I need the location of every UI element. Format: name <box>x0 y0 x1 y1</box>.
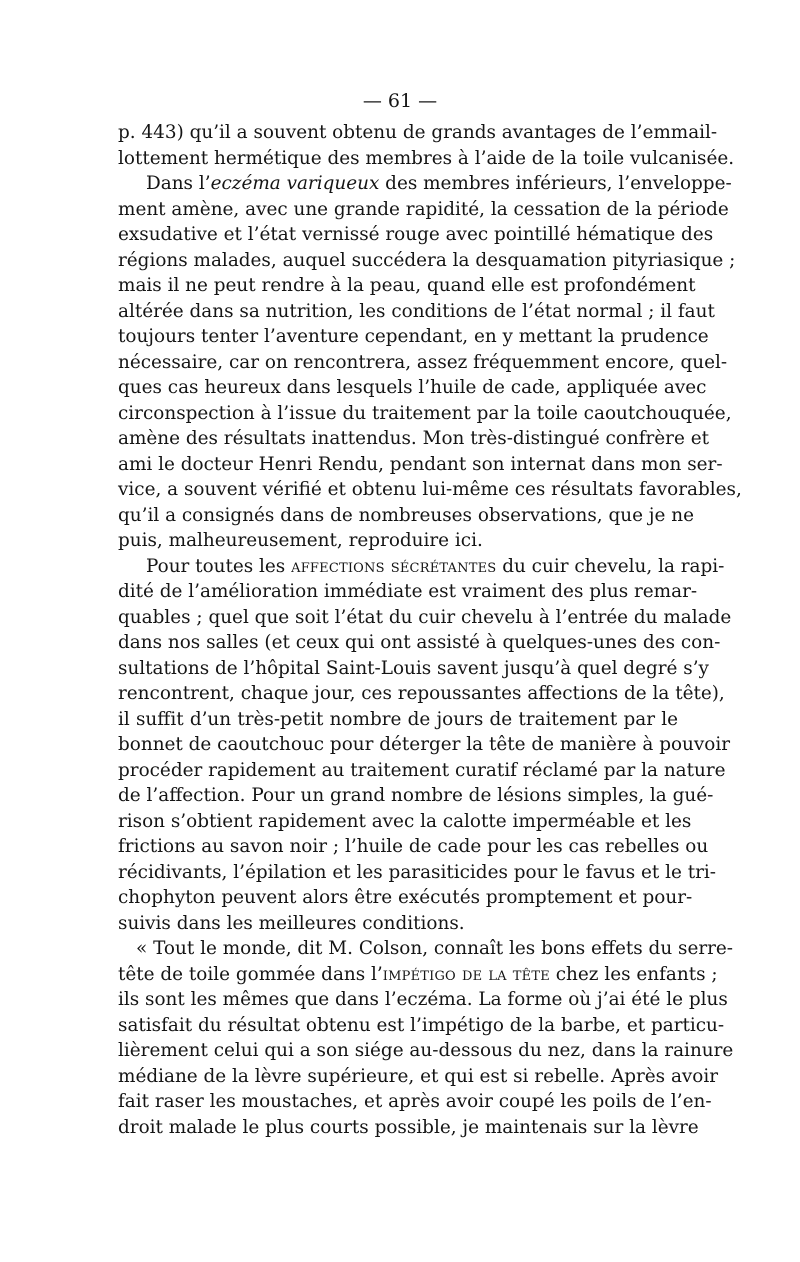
text-line: vice, a souvent vérifié et obtenu lui-même ces résultats favorables, <box>118 479 742 500</box>
text-line <box>118 962 718 988</box>
text-line: dans nos salles (et ceux qui ont assisté à quelques-unes des con- <box>118 632 721 653</box>
small-caps-term: impétigo de la tête <box>382 963 550 985</box>
text-line: nécessaire, car on rencontrera, assez fréquemment encore, quel- <box>118 351 728 373</box>
text-line: puis, malheureusement, reproduire ici. <box>118 530 483 551</box>
text-line: p. 443) qu’il a souvent obtenu de grands avantages de l’emmail- <box>118 122 718 143</box>
page-number: — 61 — <box>362 90 438 112</box>
text-line: circonspection à l’issue du traitement par la toile caoutchouquée, <box>118 402 732 424</box>
text-run: des membres inférieurs, l’enveloppe- <box>379 173 732 194</box>
text-line: bonnet de caoutchouc pour déterger la tête de manière à pouvoir <box>118 734 731 755</box>
body-text <box>118 120 742 1140</box>
text-line: amène des résultats inattendus. Mon très-distingué confrère et <box>118 428 709 449</box>
text-line: régions malades, auquel succédera la desquamation pityriasique ; <box>118 249 736 271</box>
text-line: sultations de l’hôpital Saint-Louis savent jusqu’à quel degré s’y <box>118 657 709 679</box>
text-line: « Tout le monde, dit M. Colson, connaît les bons effets du serre- <box>136 938 734 959</box>
text-line: mais il ne peut rendre à la peau, quand elle est profondément <box>118 275 696 296</box>
text-run: du cuir chevelu, la rapi- <box>496 555 725 577</box>
text-line: exsudative et l’état vernissé rouge avec pointillé hématique des <box>118 224 714 245</box>
text-run: Dans l’ <box>146 173 211 194</box>
text-line <box>118 554 725 580</box>
text-run: chez les enfants ; <box>549 963 718 985</box>
text-line: ques cas heureux dans lesquels l’huile de cade, appliquée avec <box>118 377 707 398</box>
text-line: ami le docteur Henri Rendu, pendant son internat dans mon ser- <box>118 453 723 475</box>
text-line <box>118 171 732 197</box>
text-line: rencontrent, chaque jour, ces repoussantes affections de la tête), <box>118 683 725 704</box>
text-line: toujours tenter l’aventure cependant, en y mettant la prudence <box>118 326 709 347</box>
text-line: procéder rapidement au traitement curatif réclamé par la nature <box>118 759 726 781</box>
text-line: frictions au savon noir ; l’huile de cade pour les cas rebelles ou <box>118 836 709 857</box>
text-line: quables ; quel que soit l’état du cuir chevelu à l’entrée du malade <box>118 606 732 628</box>
text-run: Pour toutes les <box>146 555 292 577</box>
text-line: médiane de la lèvre supérieure, et qui est si rebelle. Après avoir <box>118 1065 719 1087</box>
text-line: il suffit d’un très-petit nombre de jours de traitement par le <box>118 708 678 730</box>
text-line: de l’affection. Pour un grand nombre de lésions simples, la gué- <box>118 785 714 806</box>
text-line: récidivants, l’épilation et les parasiticides pour le favus et le tri- <box>118 861 716 883</box>
text-run: tête de toile gommée dans l’ <box>118 963 383 985</box>
text-line: lièrement celui qui a son siége au-dessous du nez, dans la rainure <box>118 1040 734 1061</box>
text-line: droit malade le plus courts possible, je maintenais sur la lèvre <box>118 1116 699 1138</box>
text-line: chophyton peuvent alors être exécutés promptement et pour- <box>118 887 693 908</box>
text-line: satisfait du résultat obtenu est l’impétigo de la barbe, et particu- <box>118 1014 725 1036</box>
text-line: ment amène, avec une grande rapidité, la cessation de la période <box>118 198 729 220</box>
text-line: suivis dans les meilleures conditions. <box>118 912 465 934</box>
text-line: fait raser les moustaches, et après avoir coupé les poils de l’en- <box>118 1091 712 1112</box>
small-caps-term: affections sécrétantes <box>291 555 497 577</box>
text-line: qu’il a consignés dans de nombreuses observations, que je ne <box>118 504 694 526</box>
text-line: ils sont les mêmes que dans l’eczéma. La forme où j’ai été le plus <box>118 989 728 1010</box>
text-line: altérée dans sa nutrition, les conditions de l’état normal ; il faut <box>118 300 715 322</box>
text-line: lottement hermétique des membres à l’aide de la toile vulcanisée. <box>118 147 735 169</box>
text-line: dité de l’amélioration immédiate est vraiment des plus remar- <box>118 581 698 602</box>
text-line: rison s’obtient rapidement avec la calotte imperméable et les <box>118 810 692 832</box>
italic-term: eczéma variqueux <box>210 173 380 194</box>
